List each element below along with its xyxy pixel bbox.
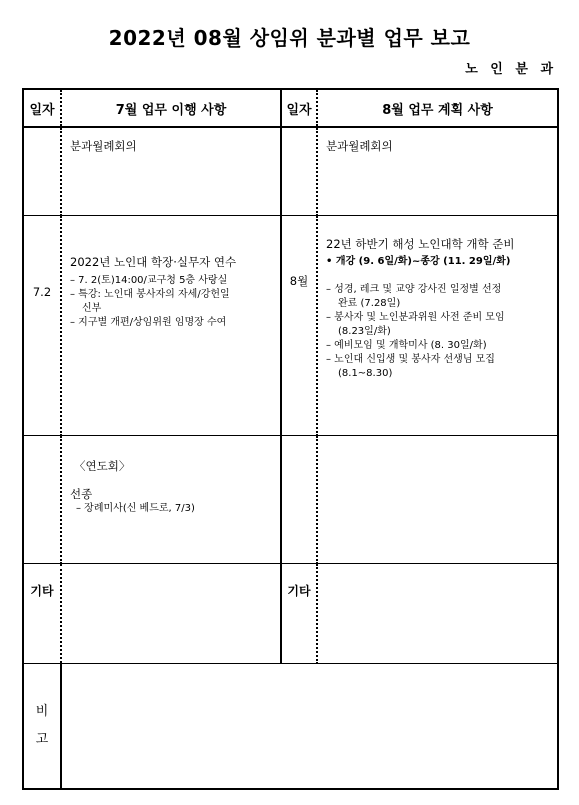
report-table: [22, 88, 559, 790]
department-label: 노 인 분 과: [465, 62, 557, 77]
meeting-july-cell: [61, 127, 281, 216]
header-july-tasks: 7월 업무 이행 사항: [61, 89, 281, 127]
meeting-aug-cell: [317, 127, 558, 216]
condolence-date-july: [23, 436, 61, 564]
training-aug-title: 22년 하반기 해성 노인대학 개학 준비: [326, 237, 515, 251]
condolence-july-cell: [61, 436, 281, 564]
training-aug-item: (8.1~8.30): [338, 368, 393, 379]
meeting-july-text: 분과월례회의: [70, 139, 137, 153]
header-date-aug: 일자: [281, 89, 317, 127]
other-july-cell: [61, 564, 281, 664]
training-aug-item: 완료 (7.28일): [338, 298, 401, 309]
training-aug-cell: [317, 216, 558, 436]
training-aug-item: (8.23일/화): [338, 326, 391, 337]
training-date-aug-cell: [281, 216, 317, 436]
other-label-left: 기타: [30, 584, 54, 598]
other-label-right-cell: [281, 564, 317, 664]
meeting-date-aug: [281, 127, 317, 216]
remarks-row: [23, 664, 558, 790]
condolence-date-aug: [281, 436, 317, 564]
remarks-content-cell: [61, 664, 558, 790]
training-row: [23, 216, 558, 436]
condolence-aug-cell: [317, 436, 558, 564]
training-aug-item: – 성경, 레크 및 교양 강사진 일정별 선정: [326, 284, 502, 295]
training-aug-item: – 노인대 신입생 및 봉사자 선생님 모집: [326, 354, 495, 365]
training-date-july: 7.2: [32, 285, 52, 299]
meeting-aug-text: 분과월례회의: [326, 139, 393, 153]
other-row: [23, 564, 558, 664]
other-label-left-cell: [23, 564, 61, 664]
training-july-item: 신부: [82, 303, 102, 314]
training-date-aug: 8월: [289, 274, 309, 288]
meeting-row: [23, 127, 558, 216]
condolence-heading: 〈연도회〉: [74, 459, 131, 473]
training-aug-subtitle: • 개강 (9. 6일/화)~종강 (11. 29일/화): [326, 256, 511, 267]
condolence-item: – 장례미사(신 베드로, 7/3): [76, 503, 195, 514]
training-date-july-cell: [23, 216, 61, 436]
remarks-label-cell: [23, 664, 61, 790]
training-july-cell: [61, 216, 281, 436]
training-july-item: – 지구별 개편/상임위원 임명장 수여: [70, 317, 227, 328]
other-aug-cell: [317, 564, 558, 664]
header-date-july: 일자: [23, 89, 61, 127]
report-title: 2022년 08월 상임위 분과별 업무 보고: [108, 26, 471, 50]
remarks-label-bottom: 고: [35, 732, 49, 747]
training-july-item: – 7. 2(토)14:00/교구청 5층 사랑실: [70, 275, 228, 286]
other-label-right: 기타: [287, 584, 311, 598]
header-aug-plans: 8월 업무 계획 사항: [317, 89, 558, 127]
header-row: [23, 89, 558, 127]
condolence-subheading: 선종: [70, 487, 93, 501]
remarks-label: [24, 664, 60, 788]
training-july-item: – 특강: 노인대 봉사자의 자세/강헌일: [70, 289, 230, 300]
training-aug-item: – 봉사자 및 노인분과위원 사전 준비 모임: [326, 312, 505, 323]
training-july-title: 2022년 노인대 학장·실무자 연수: [70, 255, 237, 269]
training-aug-item: – 예비모임 및 개학미사 (8. 30일/화): [326, 340, 487, 351]
meeting-date-july: [23, 127, 61, 216]
condolence-row: [23, 436, 558, 564]
remarks-label-top: 비: [35, 704, 49, 719]
